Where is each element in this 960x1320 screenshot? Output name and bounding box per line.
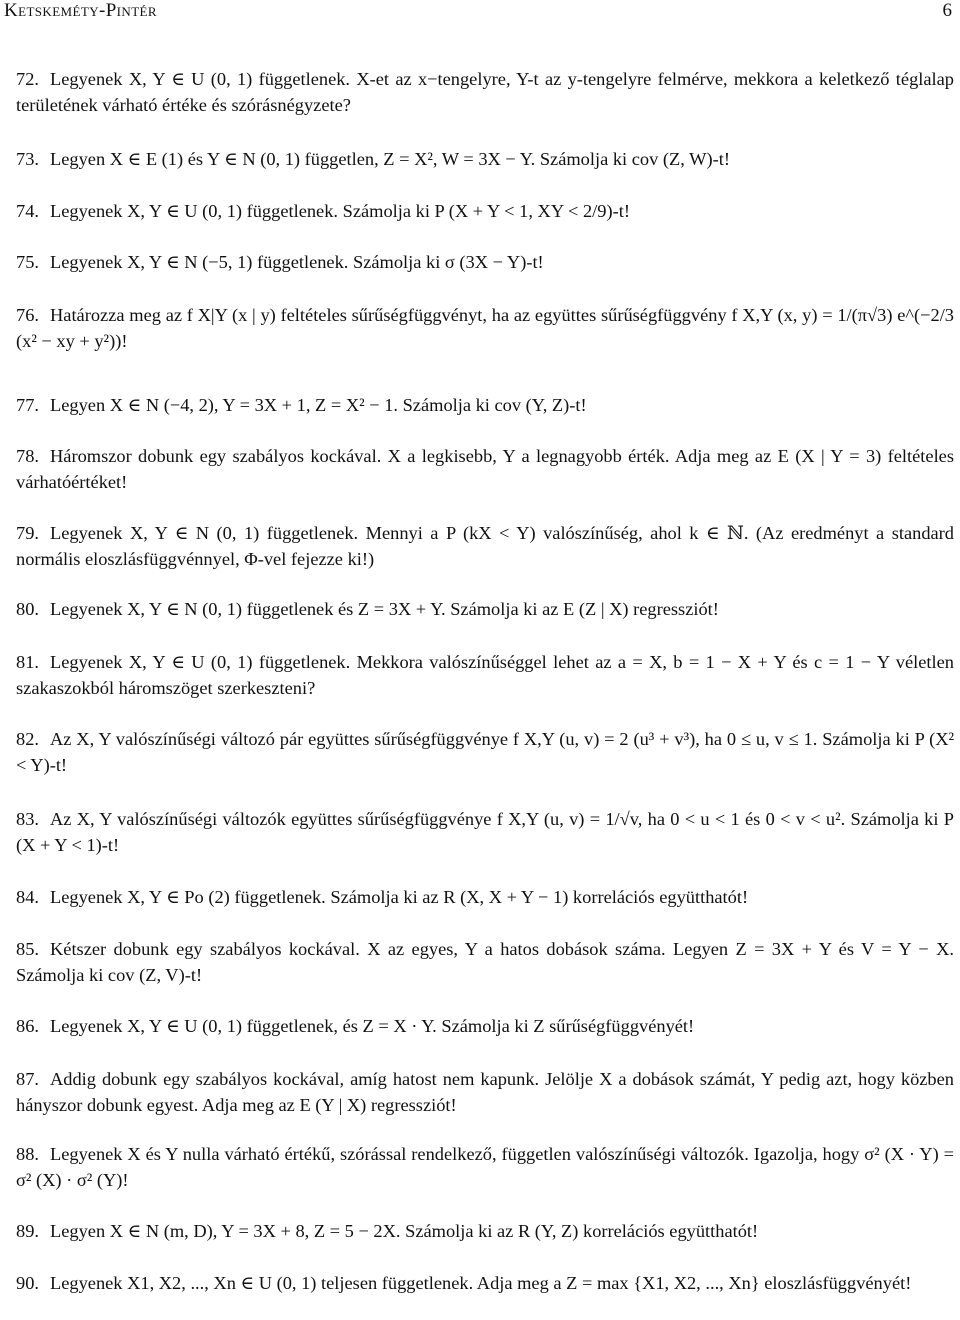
problem-number: 72. <box>16 69 39 89</box>
problem-text: Az X, Y valószínűségi változók együttes sűrűségfüggvénye f X,Y (u, v) = 1/√v, ha 0 < u < 1 és 0 < v < u². Számolja ki P (X + Y < 1)-t! <box>16 809 959 855</box>
problem-86 <box>16 1013 954 1039</box>
problem-number: 88. <box>16 1144 39 1164</box>
problem-number: 85. <box>16 939 39 959</box>
problem-number: 73. <box>16 149 39 169</box>
problem-number: 90. <box>16 1273 39 1293</box>
problem-text: Legyenek X és Y nulla várható értékű, szórással rendelkező, független valószínűségi változók. Igazolja, hogy σ² (X · Y) = σ² (X) · σ² (Y)! <box>16 1144 959 1190</box>
problem-79 <box>16 520 959 572</box>
problem-85 <box>16 936 959 988</box>
problem-number: 87. <box>16 1069 39 1089</box>
problem-text: Legyenek X, Y ∈ U (0, 1) függetlenek. Mekkora valószínűséggel lehet az a = X, b = 1 − X + Y és c = 1 − Y véletlen szakaszokból háromszöget szerkeszteni? <box>16 652 959 698</box>
problem-number: 79. <box>16 523 39 543</box>
problem-number: 82. <box>16 729 39 749</box>
problem-number: 81. <box>16 652 39 672</box>
problem-number: 80. <box>16 599 39 619</box>
problem-number: 74. <box>16 201 39 221</box>
problem-text: Legyen X ∈ N (−4, 2), Y = 3X + 1, Z = X² − 1. Számolja ki cov (Y, Z)-t! <box>50 395 587 415</box>
problem-76 <box>16 302 959 354</box>
problem-text: Határozza meg az f X|Y (x | y) feltételes sűrűségfüggvényt, ha az együttes sűrűségfüggvény f X,Y (x, y) = 1/(π√3) e^(−2/3 (x² − xy + y²))! <box>16 305 959 351</box>
problem-89 <box>16 1218 954 1244</box>
problem-number: 76. <box>16 305 39 325</box>
problem-72 <box>16 66 959 118</box>
problem-81 <box>16 649 959 701</box>
running-title: Ketskeméty-Pintér <box>4 0 157 21</box>
problem-text: Legyenek X1, X2, ..., Xn ∈ U (0, 1) teljesen függetlenek. Adja meg a Z = max {X1, X2, ..., Xn} eloszlásfüggvényét! <box>50 1273 912 1293</box>
problem-90 <box>16 1270 954 1296</box>
problem-87 <box>16 1066 959 1118</box>
problem-text: Legyenek X, Y ∈ N (−5, 1) függetlenek. Számolja ki σ (3X − Y)-t! <box>50 252 544 272</box>
problem-text: Addig dobunk egy szabályos kockával, amíg hatost nem kapunk. Jelölje X a dobások számát, Y pedig azt, hogy közben hányszor dobunk egyest. Adja meg az E (Y | X) regressziót! <box>16 1069 959 1115</box>
problem-88 <box>16 1141 959 1193</box>
problem-text: Legyenek X, Y ∈ U (0, 1) függetlenek, és Z = X · Y. Számolja ki Z sűrűségfüggvényét! <box>50 1016 695 1036</box>
problem-text: Kétszer dobunk egy szabályos kockával. X az egyes, Y a hatos dobások száma. Legyen Z = 3X + Y és V = Y − X. Számolja ki cov (Z, V)-t! <box>16 939 959 985</box>
problem-77 <box>16 392 954 418</box>
problem-text: Legyenek X, Y ∈ N (0, 1) függetlenek. Mennyi a P (kX < Y) valószínűség, ahol k ∈ ℕ. (Az eredményt a standard normális eloszlásfüggvénnyel, Φ-vel fejezze ki!) <box>16 523 959 569</box>
problem-82 <box>16 726 959 778</box>
problem-80 <box>16 596 954 622</box>
problem-number: 84. <box>16 887 39 907</box>
problem-number: 77. <box>16 395 39 415</box>
problem-text: Legyen X ∈ E (1) és Y ∈ N (0, 1) független, Z = X², W = 3X − Y. Számolja ki cov (Z, W)-t! <box>50 149 730 169</box>
problem-number: 83. <box>16 809 39 829</box>
problem-number: 78. <box>16 446 39 466</box>
problem-text: Az X, Y valószínűségi változó pár együttes sűrűségfüggvénye f X,Y (u, v) = 2 (u³ + v³), ha 0 ≤ u, v ≤ 1. Számolja ki P (X² < Y)-t! <box>16 729 959 775</box>
problem-84 <box>16 884 954 910</box>
problem-75 <box>16 249 954 275</box>
page-header <box>0 0 960 28</box>
problem-number: 86. <box>16 1016 39 1036</box>
page-number: 6 <box>942 0 952 21</box>
problem-number: 75. <box>16 252 39 272</box>
problem-text: Legyenek X, Y ∈ Po (2) függetlenek. Számolja ki az R (X, X + Y − 1) korrelációs együtthatót! <box>50 887 749 907</box>
problem-text: Legyen X ∈ N (m, D), Y = 3X + 8, Z = 5 − 2X. Számolja ki az R (Y, Z) korrelációs együtthatót! <box>50 1221 759 1241</box>
problem-text: Legyenek X, Y ∈ U (0, 1) függetlenek. Számolja ki P (X + Y < 1, XY < 2/9)-t! <box>50 201 630 221</box>
problem-text: Legyenek X, Y ∈ N (0, 1) függetlenek és Z = 3X + Y. Számolja ki az E (Z | X) regressziót! <box>50 599 719 619</box>
problem-number: 89. <box>16 1221 39 1241</box>
problem-78 <box>16 443 959 495</box>
problem-text: Háromszor dobunk egy szabályos kockával. X a legkisebb, Y a legnagyobb érték. Adja meg az E (X | Y = 3) feltételes várhatóértéket! <box>16 446 959 492</box>
problem-74 <box>16 198 954 224</box>
problem-text: Legyenek X, Y ∈ U (0, 1) függetlenek. X-et az x−tengelyre, Y-t az y-tengelyre felmérve, mekkora a keletkező téglalap területének várható értéke és szórásnégyzete? <box>16 69 959 115</box>
problem-73 <box>16 146 954 172</box>
problem-83 <box>16 806 959 858</box>
